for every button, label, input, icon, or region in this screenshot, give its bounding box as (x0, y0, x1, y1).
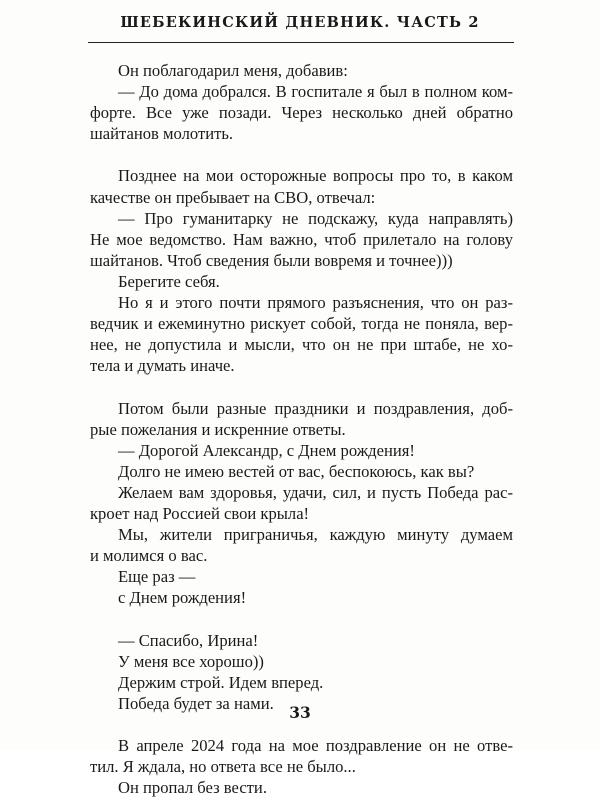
paragraph (90, 735, 513, 798)
text-line: У меня все хорошо)) (118, 651, 264, 671)
page-number: 33 (289, 703, 311, 722)
text-line: ведчик и ежеминутно рискует собой, тогда не поняла, вер- (90, 314, 513, 334)
paragraph (90, 630, 513, 714)
paragraph (90, 60, 513, 144)
text-line: качестве он пребывает на СВО, отвечал: (90, 187, 376, 207)
text-line: и молимся о вас. (90, 546, 208, 566)
text-line: тил. Я ждала, но ответа все не было... (90, 757, 356, 777)
text-line: шайтанов. Чтоб сведения были вовремя и точнее))) (90, 250, 453, 270)
paragraph (90, 398, 513, 609)
running-title: ШЕБЕКИНСКИЙ ДНЕВНИК. ЧАСТЬ 2 (120, 14, 480, 31)
text-line: Долго не имею вестей от вас, беспокоюсь, как вы? (118, 461, 475, 481)
text-line: Он пропал без вести. (118, 778, 267, 798)
text-line: Потом были разные праздники и поздравления, доб- (118, 398, 513, 418)
text-line: тела и думать иначе. (90, 356, 235, 376)
text-line: шайтанов молотить. (90, 124, 234, 144)
text-line: Не мое ведомство. Нам важно, чтоб прилетало на голову (90, 229, 513, 249)
paragraph-gap (90, 376, 513, 397)
header-rule (88, 42, 514, 43)
text-line: Держим строй. Идем вперед. (118, 672, 324, 692)
body-text (90, 60, 513, 798)
text-line: Желаем вам здоровья, удачи, сил, и пусть Победа рас- (118, 482, 513, 502)
text-line: рые пожелания и искренние ответы. (90, 419, 346, 439)
text-line: — До дома добрался. В госпитале я был в полном ком- (118, 82, 513, 102)
text-line: Но я и этого почти прямого разъяснения, что он раз- (118, 293, 513, 313)
paragraph-gap (90, 608, 513, 629)
text-line: Победа будет за нами. (118, 693, 274, 713)
text-line: — Дорогой Александр, с Днем рождения! (118, 440, 415, 460)
text-line: Берегите себя. (118, 271, 220, 291)
text-line: нее, не допустила и мысли, что он не при штабе, не хо- (90, 335, 513, 355)
paragraph-gap (90, 144, 513, 165)
text-line: форте. Все уже позади. Через несколько дней обратно (90, 103, 513, 123)
text-line: с Днем рождения! (118, 588, 247, 608)
paragraph (90, 165, 513, 376)
text-line: В апреле 2024 года на мое поздравление он не отве- (118, 736, 513, 755)
text-line: Еще раз — (118, 567, 196, 587)
text-line: кроет над Россией свои крыла! (90, 503, 310, 523)
text-line: — Спасибо, Ирина! (118, 630, 259, 650)
text-line: — Про гуманитарку не подскажу, куда направлять) (118, 208, 513, 228)
text-line: Мы, жители приграничья, каждую минуту думаем (118, 525, 513, 545)
text-line: Позднее на мои осторожные вопросы про то, в каком (118, 166, 513, 186)
text-line: Он поблагодарил меня, добавив: (118, 61, 348, 80)
